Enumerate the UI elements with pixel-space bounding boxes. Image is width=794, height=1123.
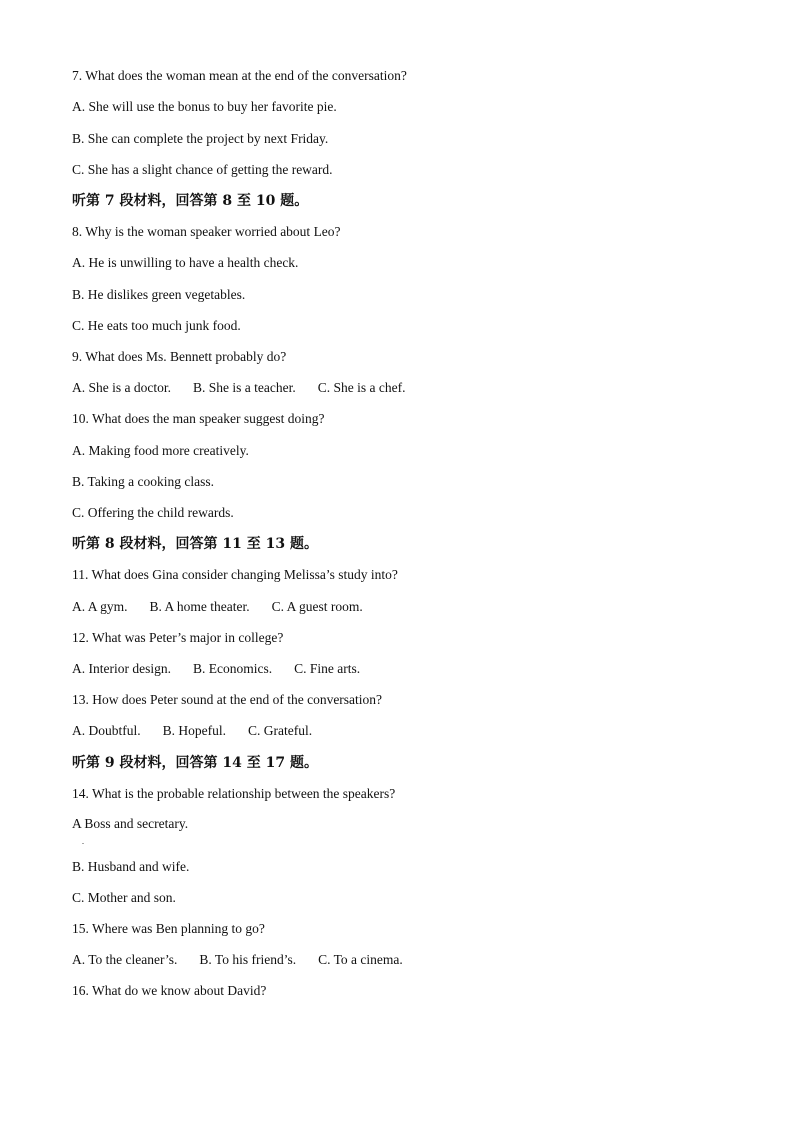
- question-13: 13. How does Peter sound at the end of the conversation?: [72, 692, 383, 707]
- question-16: 16. What do we know about David?: [72, 983, 267, 998]
- section-heading-8: 听第 8 段材料，回答第 11 至 13 题。: [72, 536, 318, 552]
- q10-option-c: C. Offering the child rewards.: [72, 505, 234, 520]
- q8-option-a: A. He is unwilling to have a health check.: [72, 255, 299, 270]
- q15-option-b: B. To his friend’s.: [199, 952, 297, 967]
- q13-option-c: C. Grateful.: [248, 723, 313, 738]
- q13-option-b: B. Hopeful.: [162, 723, 226, 738]
- question-11: 11. What does Gina consider changing Melissa’s study into?: [72, 567, 398, 582]
- q8-option-c: C. He eats too much junk food.: [72, 318, 241, 333]
- q14-option-c: C. Mother and son.: [72, 890, 176, 905]
- q11-options-row: [72, 598, 363, 616]
- q15-option-a: A. To the cleaner’s.: [72, 952, 178, 967]
- question-14: 14. What is the probable relationship between the speakers?: [72, 786, 396, 801]
- stray-mark: .: [82, 837, 84, 846]
- question-9: 9. What does Ms. Bennett probably do?: [72, 349, 287, 364]
- q9-options-row: [72, 379, 405, 397]
- q15-option-c: C. To a cinema.: [318, 952, 403, 967]
- question-15: 15. Where was Ben planning to go?: [72, 921, 265, 936]
- q11-option-a: A. A gym.: [72, 599, 128, 614]
- question-8: 8. Why is the woman speaker worried about Leo?: [72, 224, 341, 239]
- q12-option-a: A. Interior design.: [72, 661, 171, 676]
- q10-option-b: B. Taking a cooking class.: [72, 474, 215, 489]
- q8-option-b: B. He dislikes green vegetables.: [72, 287, 246, 302]
- q12-options-row: [72, 660, 360, 678]
- q11-option-c: C. A guest room.: [271, 599, 363, 614]
- q9-option-a: A. She is a doctor.: [72, 380, 171, 395]
- q7-option-c: C. She has a slight chance of getting the reward.: [72, 162, 333, 177]
- q13-option-a: A. Doubtful.: [72, 723, 141, 738]
- q14-option-b: B. Husband and wife.: [72, 859, 190, 874]
- q12-option-b: B. Economics.: [192, 661, 273, 676]
- q15-options-row: [72, 951, 403, 969]
- q10-option-a: A. Making food more creatively.: [72, 443, 249, 458]
- q7-option-b: B. She can complete the project by next Friday.: [72, 131, 329, 146]
- q14-option-a: A Boss and secretary.: [72, 816, 189, 831]
- question-12: 12. What was Peter’s major in college?: [72, 630, 284, 645]
- q9-option-c: C. She is a chef.: [317, 380, 406, 395]
- q7-option-a: A. She will use the bonus to buy her favorite pie.: [72, 99, 337, 114]
- question-10: 10. What does the man speaker suggest doing?: [72, 411, 325, 426]
- q13-options-row: [72, 722, 312, 740]
- q11-option-b: B. A home theater.: [149, 599, 250, 614]
- q12-option-c: C. Fine arts.: [294, 661, 361, 676]
- question-7: 7. What does the woman mean at the end of the conversation?: [72, 68, 407, 83]
- section-heading-7: 听第 7 段材料，回答第 8 至 10 题。: [72, 193, 309, 209]
- section-heading-9: 听第 9 段材料，回答第 14 至 17 题。: [72, 755, 318, 771]
- q9-option-b: B. She is a teacher.: [193, 380, 296, 395]
